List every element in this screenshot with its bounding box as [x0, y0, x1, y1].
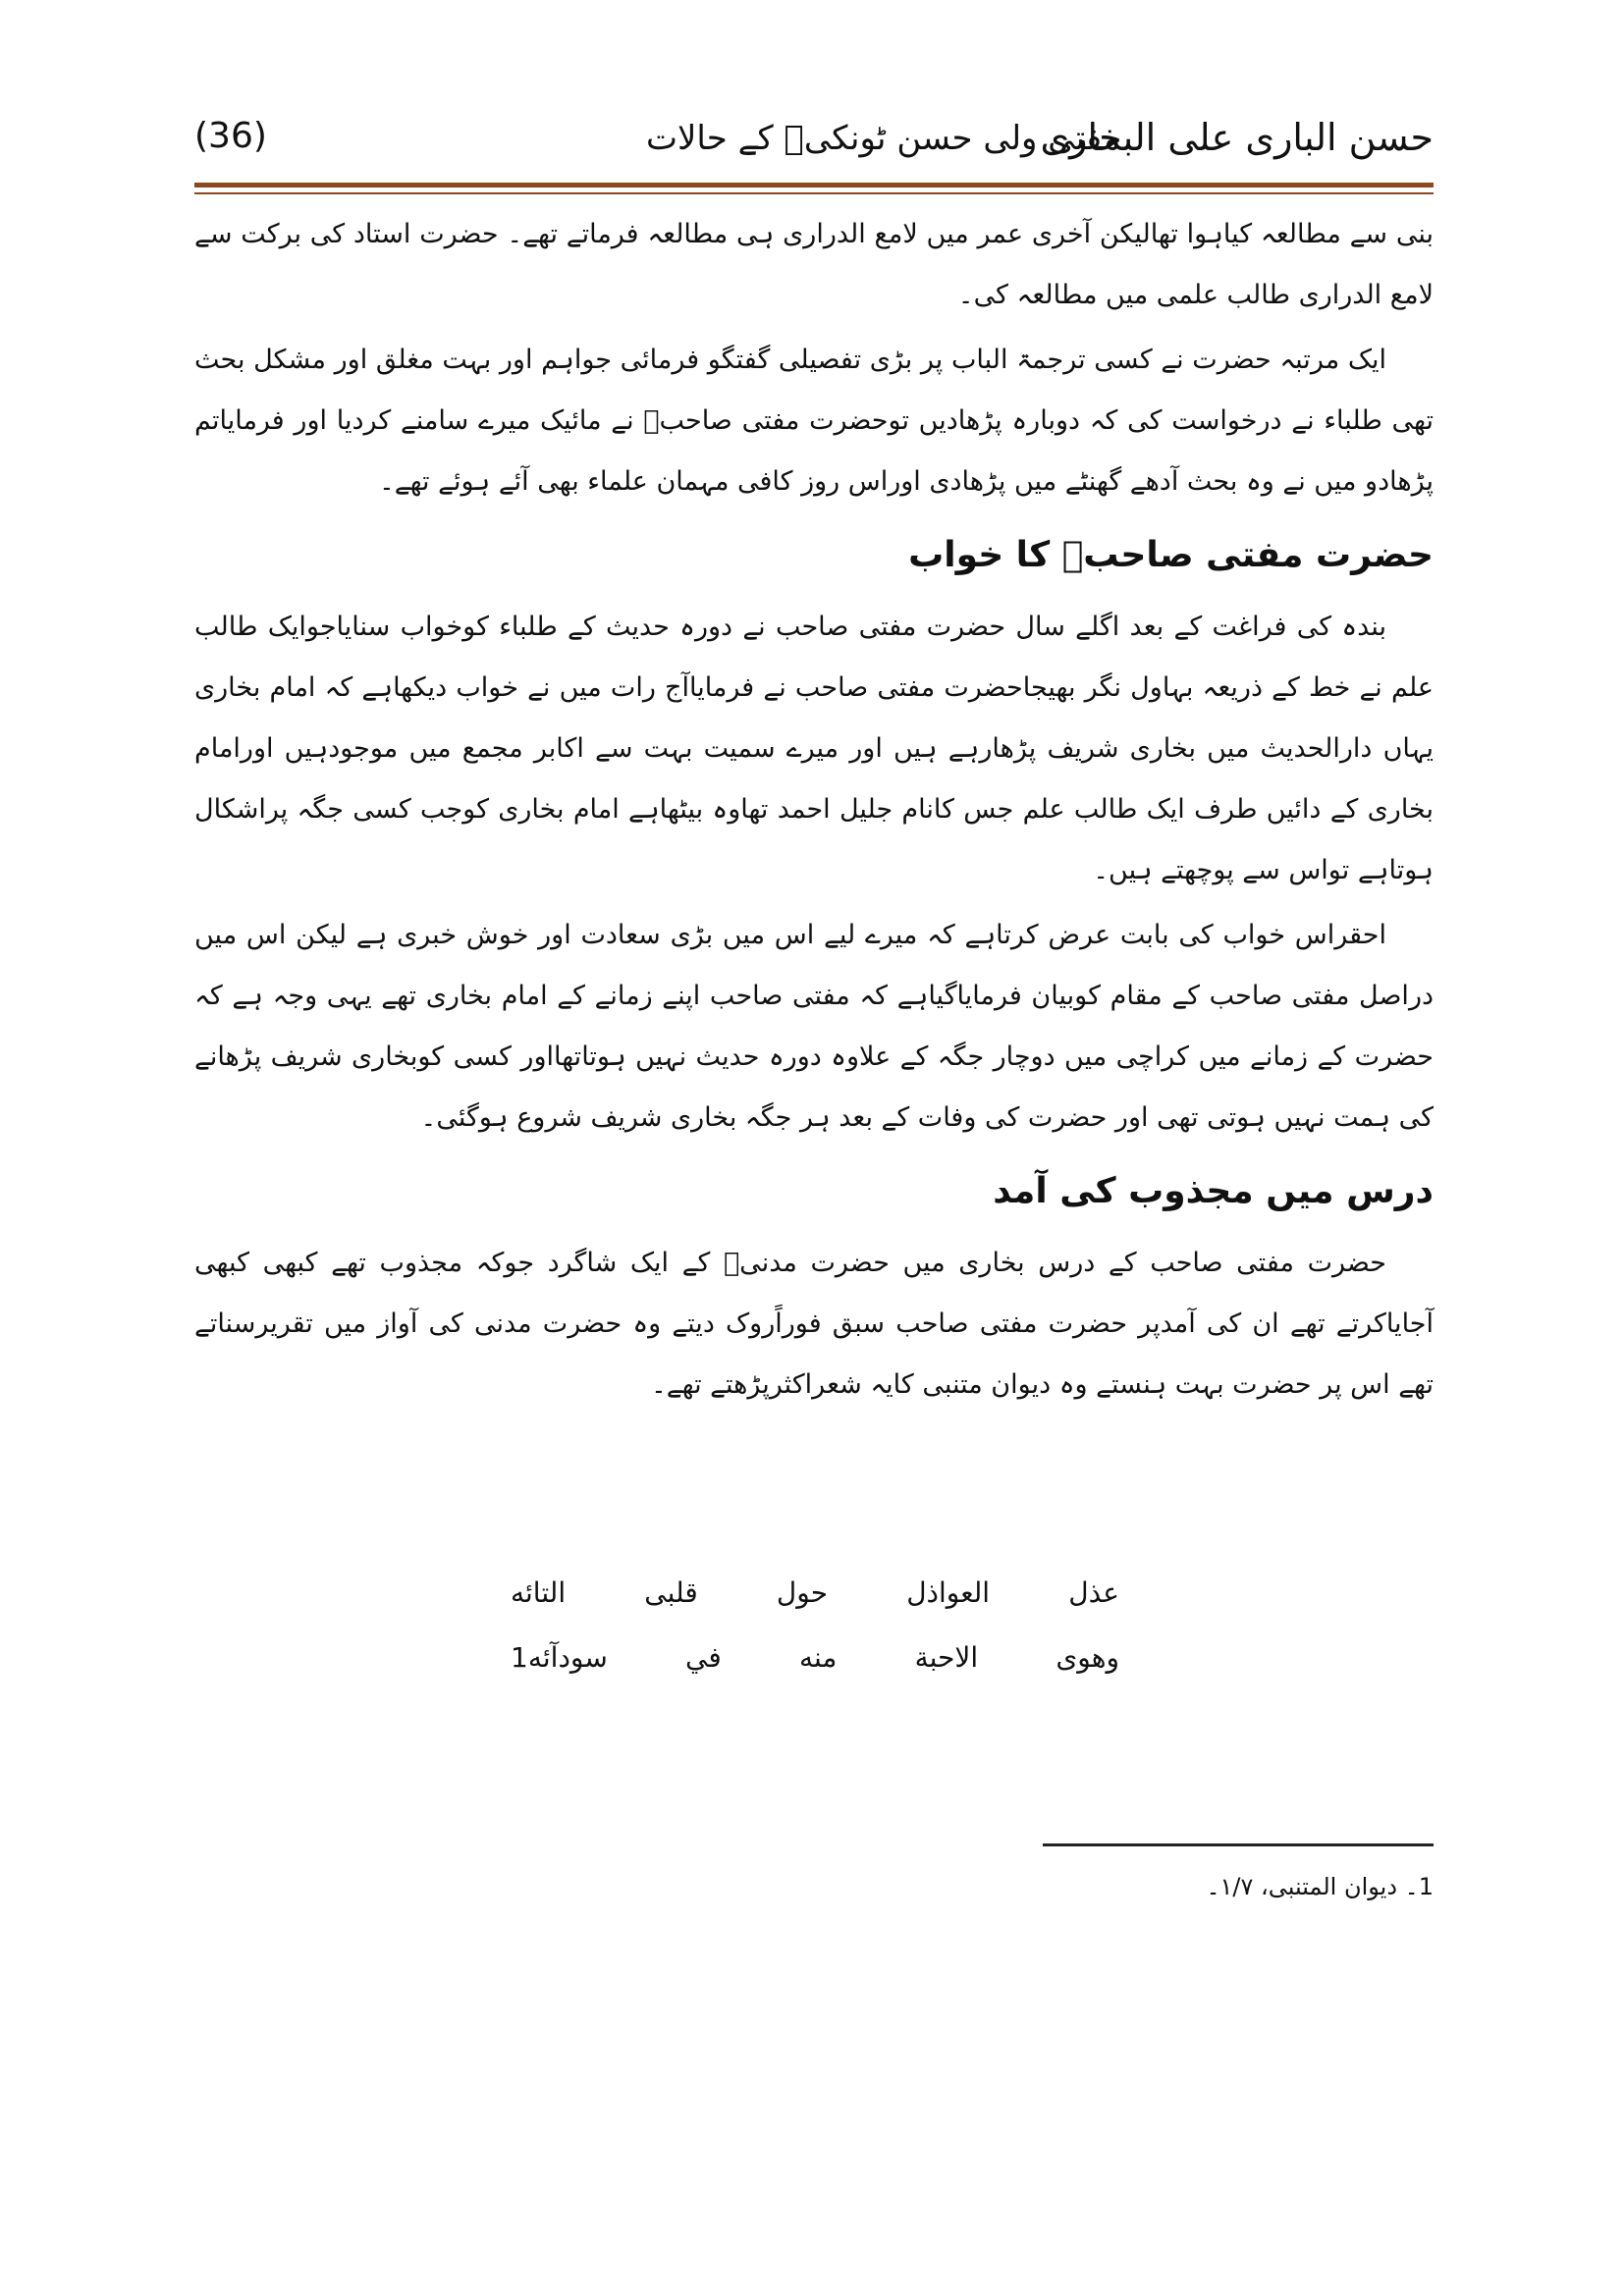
body-paragraph: بندہ کی فراغت کے بعد اگلے سال حضرت مفتی صاحب نے دورہ حدیث کے طلباء کوخواب سنایاجوایک طالب علم نے خط کے ذریعہ بہاول نگر بھیجاحضرت مفتی صاحب نے فرمایاآج رات میں نے خواب دیکھاہے کہ امام بخاری یہاں دارالحدیث میں بخاری شریف پڑھارہے ہیں اور میرے سمیت بہت سے اکابر مجمع میں موجودہیں اورامام بخاری کے دائیں طرف ایک طالب علم جس کانام جلیل احمد تھاوہ بیٹھاہے امام بخاری کوجب کسی جگہ پراشکال ہوتاہے تواس سے پوچھتے ہیں۔ [194, 612, 1434, 885]
verse-line [511, 1626, 1119, 1690]
verse-block [511, 1561, 1119, 1690]
verse-word: وهوى [1056, 1641, 1119, 1674]
body-paragraph: ایک مرتبہ حضرت نے کسی ترجمۃ الباب پر بڑی تفصیلی گفتگو فرمائی جواہم اور بہت مغلق اور مشکل بحث تھی طلباء نے درخواست کی کہ دوبارہ پڑھادیں توحضرت مفتی صاحبؒ نے مائیک میرے سامنے کردیا اور فرمایاتم پڑھادو میں نے وہ بحث آدھے گھنٹے میں پڑھادی اوراس روز کافی مہمان علماء بھی آئے ہوئے تھے۔ [194, 345, 1434, 497]
verse-word: حول [776, 1576, 829, 1609]
verse-word: منه [798, 1641, 838, 1674]
section-heading: حضرت مفتی صاحبؒ کا خواب [908, 535, 1434, 575]
body-paragraph: بنی سے مطالعہ کیاہوا تھالیکن آخری عمر میں لامع الدراری ہی مطالعہ فرماتے تھے۔ حضرت استاد کی برکت سے لامع الدراری طالب علمی میں مطالعہ کی۔ [194, 219, 1434, 310]
header-rule-thick [194, 183, 1434, 187]
section-heading: درس میں مجذوب کی آمد [993, 1171, 1434, 1211]
verse-line [511, 1561, 1119, 1626]
verse-word: الاحبة [914, 1641, 979, 1674]
body-paragraph: حضرت مفتی صاحب کے درس بخاری میں حضرت مدنیؒ کے ایک شاگرد جوکہ مجذوب تھے کبھی کبھی آجایاکرتے تھے ان کی آمدپر حضرت مفتی صاحب سبق فوراًروک دیتے وہ حضرت مدنی کی آواز میں تقریرسناتے تھے اس پر حضرت بہت ہنستے وہ دیوان متنبی کایہ شعراکثرپڑھتے تھے۔ [194, 1248, 1434, 1400]
book-title: حسن الباری علی البخاری [1040, 116, 1434, 159]
footnote: 1۔ دیوان المتنبی، ۱/۷۔ [1206, 1873, 1434, 1900]
verse-word: التائه [511, 1576, 567, 1609]
footnote-rule [1043, 1843, 1434, 1846]
verse-word: عذل [1068, 1576, 1119, 1609]
body-paragraph: احقراس خواب کی بابت عرض کرتاہے کہ میرے لیے اس میں بڑی سعادت اور خوش خبری ہے لیکن اس میں دراصل مفتی صاحب کے مقام کوبیان فرمایاگیاہے کہ مفتی صاحب اپنے زمانے کے امام بخاری تھے یہی وجہ ہے کہ حضرت کے زمانے میں کراچی میں دوچار جگہ کے علاوہ دورہ حدیث نہیں ہوتاتھااور کسی کوبخاری شریف پڑھانے کی ہمت نہیں ہوتی تھی اور حضرت کی وفات کے بعد ہر جگہ بخاری شریف شروع ہوگئی۔ [194, 920, 1434, 1133]
verse-word: سودآئه1 [511, 1641, 608, 1674]
page-number: (36) [194, 116, 267, 156]
verse-word: قلبی [644, 1576, 698, 1609]
page-body [194, 204, 1434, 1419]
verse-word: العواذل [906, 1576, 991, 1609]
header-rule-thin [194, 192, 1434, 194]
chapter-title: مفتی ولی حسن ٹونکیؒ کے حالات [646, 119, 1121, 158]
verse-word: في [685, 1641, 722, 1674]
page-header [194, 116, 1434, 175]
